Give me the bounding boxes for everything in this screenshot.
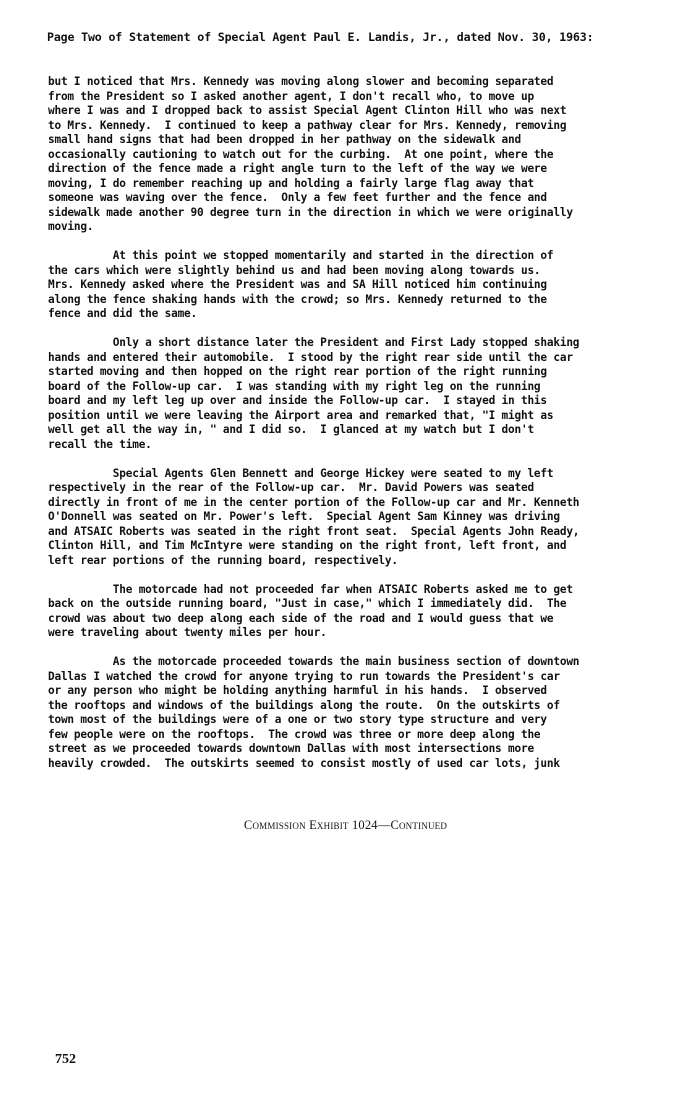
text-line: The motorcade had not proceeded far when ATSAIC Roberts asked me to get bbox=[48, 582, 573, 596]
paragraph bbox=[48, 336, 663, 452]
text-line: Special Agents Glen Bennett and George Hickey were seated to my left bbox=[48, 466, 554, 480]
text-line: direction of the fence made a right angle turn to the left of the way we were bbox=[48, 162, 547, 175]
text-line: directly in front of me in the center portion of the Follow-up car and Mr. Kenneth bbox=[48, 495, 580, 509]
text-line: fence and did the same. bbox=[48, 307, 198, 320]
paragraph bbox=[48, 249, 663, 322]
text-line: Clinton Hill, and Tim McIntyre were standing on the right front, left front, and bbox=[48, 539, 567, 552]
text-line: moving. bbox=[48, 220, 94, 233]
text-line: to Mrs. Kennedy. I continued to keep a pathway clear for Mrs. Kennedy, removing bbox=[48, 118, 567, 132]
page-header: Page Two of Statement of Special Agent Paul E. Landis, Jr., dated Nov. 30, 1963: bbox=[47, 30, 594, 44]
text-line: Dallas I watched the crowd for anyone trying to run towards the President's car bbox=[48, 669, 560, 683]
text-line: were traveling about twenty miles per hour. bbox=[48, 626, 327, 639]
text-line: heavily crowded. The outskirts seemed to consist mostly of used car lots, junk bbox=[48, 756, 560, 770]
page-number: 752 bbox=[55, 1052, 76, 1067]
paragraph bbox=[48, 583, 663, 641]
text-line: As the motorcade proceeded towards the main business section of downtown bbox=[48, 655, 580, 668]
text-line: street as we proceeded towards downtown Dallas with most intersections more bbox=[48, 742, 534, 755]
statement-body bbox=[48, 75, 663, 786]
text-line: back on the outside running board, "Just in case," which I immediately did. The bbox=[48, 597, 567, 610]
text-line: started moving and then hopped on the right rear portion of the right running bbox=[48, 365, 547, 378]
text-line: well get all the way in, " and I did so. I glanced at my watch but I don't bbox=[48, 423, 534, 436]
text-line: from the President so I asked another agent, I don't recall who, to move up bbox=[48, 89, 534, 103]
exhibit-caption: Commission Exhibit 1024—Continued bbox=[243, 818, 448, 832]
text-line: the rooftops and windows of the buildings along the route. On the outskirts of bbox=[48, 698, 560, 712]
text-line: the cars which were slightly behind us and had been moving along towards us. bbox=[48, 263, 541, 277]
text-line: crowd was about two deep along each side of the road and I would guess that we bbox=[48, 611, 554, 625]
text-line: but I noticed that Mrs. Kennedy was moving along slower and becoming separated bbox=[48, 75, 554, 88]
paragraph bbox=[48, 467, 663, 569]
paragraph bbox=[48, 655, 663, 771]
text-line: board and my left leg up over and inside the Follow-up car. I stayed in this bbox=[48, 394, 547, 407]
text-line: recall the time. bbox=[48, 437, 152, 451]
text-line: At this point we stopped momentarily and started in the direction of bbox=[48, 249, 554, 262]
text-line: left rear portions of the running board, respectively. bbox=[48, 553, 398, 567]
text-line: board of the Follow-up car. I was standing with my right leg on the running bbox=[48, 379, 541, 393]
text-line: along the fence shaking hands with the crowd; so Mrs. Kennedy returned to the bbox=[48, 292, 547, 306]
text-line: respectively in the rear of the Follow-up car. Mr. David Powers was seated bbox=[48, 481, 534, 494]
text-line: small hand signs that had been dropped in her pathway on the sidewalk and bbox=[48, 133, 521, 146]
text-line: position until we were leaving the Airport area and remarked that, "I might as bbox=[48, 408, 554, 422]
text-line: Only a short distance later the President and First Lady stopped shaking bbox=[48, 336, 580, 349]
text-line: and ATSAIC Roberts was seated in the right front seat. Special Agents John Ready, bbox=[48, 524, 580, 538]
text-line: where I was and I dropped back to assist Special Agent Clinton Hill who was next bbox=[48, 104, 567, 117]
text-line: someone was waving over the fence. Only a few feet further and the fence and bbox=[48, 191, 547, 204]
text-line: occasionally cautioning to watch out for the curbing. At one point, where the bbox=[48, 147, 554, 161]
paragraph bbox=[48, 75, 663, 235]
text-line: town most of the buildings were of a one or two story type structure and very bbox=[48, 713, 547, 726]
text-line: Mrs. Kennedy asked where the President was and SA Hill noticed him continuing bbox=[48, 278, 547, 291]
text-line: or any person who might be holding anything harmful in his hands. I observed bbox=[48, 684, 547, 697]
text-line: hands and entered their automobile. I stood by the right rear side until the car bbox=[48, 350, 573, 364]
text-line: sidewalk made another 90 degree turn in the direction in which we were originally bbox=[48, 205, 573, 219]
text-line: moving, I do remember reaching up and holding a fairly large flag away that bbox=[48, 176, 534, 190]
text-line: few people were on the rooftops. The crowd was three or more deep along the bbox=[48, 727, 541, 741]
text-line: O'Donnell was seated on Mr. Power's left. Special Agent Sam Kinney was driving bbox=[48, 510, 560, 523]
